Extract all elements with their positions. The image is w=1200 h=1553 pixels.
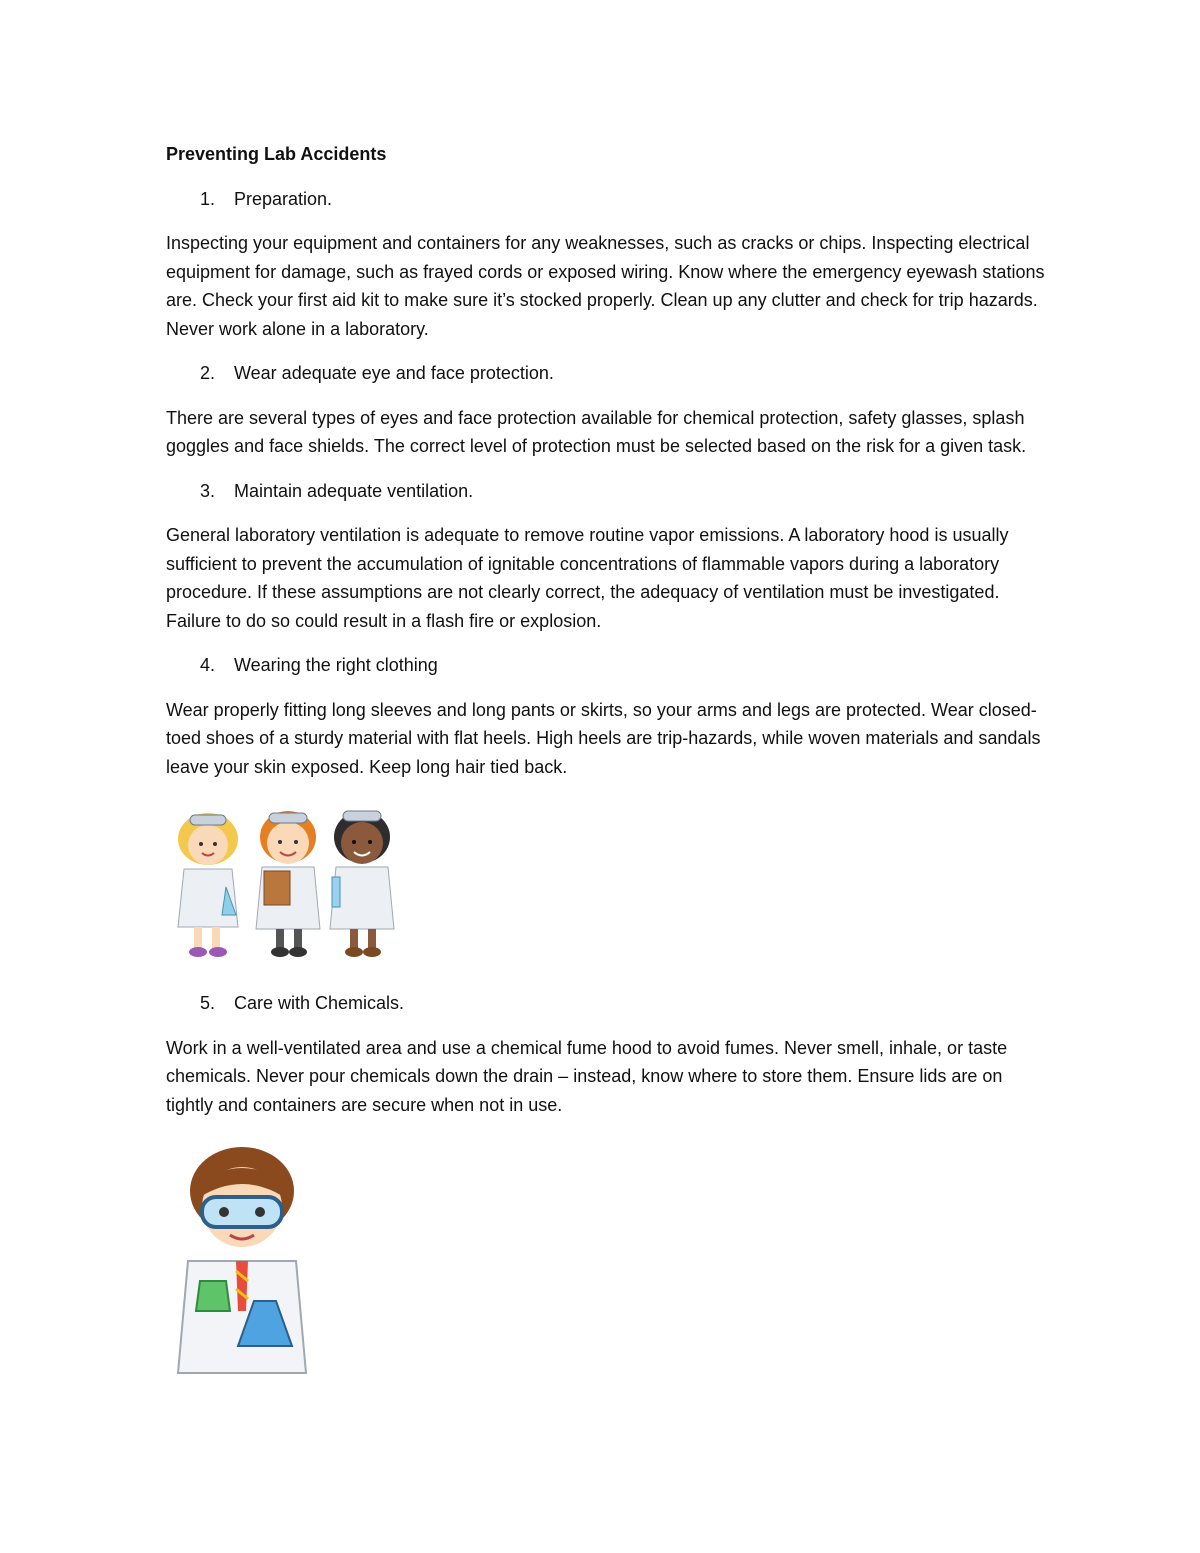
section-1-number: 1. (200, 188, 216, 209)
section-3-title: Maintain adequate ventilation. (234, 480, 474, 501)
section-3-body: General laboratory ventilation is adequate to remove routine vapor emissions. A laboratory hood is usually sufficient to prevent the accumulation of ignitable concentrations of flammable vapors during a laboratory procedure. If these assumptions are not clearly correct, the adequacy of ventilation must be investigated. Failure to do so could result in a flash fire or explosion. (166, 525, 1009, 631)
section-3-heading (166, 477, 1046, 506)
section-5-number: 5. (200, 993, 216, 1013)
section-1-body: Inspecting your equipment and containers for any weaknesses, such as cracks or chips. Inspecting electrical equipment for damage, such as frayed cords or exposed wiring. Know where the emergency eyewash stations are. Check your first aid kit to make sure it’s stocked properly. Clean up any clutter and check for trip hazards. Never work alone in a laboratory. (166, 233, 1045, 339)
section-5-title: Care with Chemicals. (234, 993, 405, 1013)
document-page (166, 140, 1046, 1381)
section-2-number: 2. (200, 363, 216, 383)
section-1-title: Preparation. (234, 188, 333, 209)
document-title: Preventing Lab Accidents (166, 144, 387, 164)
section-2-title: Wear adequate eye and face protection. (234, 363, 554, 383)
boy-scientist-goggles-illustration (166, 1141, 316, 1381)
three-kid-scientists-illustration (166, 797, 406, 967)
section-2-body: There are several types of eyes and face protection available for chemical protection, safety glasses, splash goggles and face shields. The correct level of protection must be selected based on the risk for a given task. (166, 407, 1027, 456)
section-1-heading (166, 185, 1046, 214)
section-4-body: Wear properly fitting long sleeves and long pants or skirts, so your arms and legs are protected. Wear closed-toed shoes of a sturdy material with flat heels. High heels are trip-hazards, while woven materials and sandals leave your skin exposed. Keep long hair tied back. (166, 699, 1041, 777)
section-3-number: 3. (200, 480, 216, 501)
section-4-heading (166, 651, 1046, 680)
section-4-number: 4. (200, 655, 216, 675)
section-2-heading (166, 359, 1046, 388)
section-4-title: Wearing the right clothing (234, 655, 438, 675)
section-5-heading (166, 989, 1046, 1018)
section-5-body: Work in a well-ventilated area and use a chemical fume hood to avoid fumes. Never smell, inhale, or taste chemicals. Never pour chemicals down the drain – instead, know where to store them. Ensure lids are on tightly and containers are secure when not in use. (166, 1037, 1008, 1115)
